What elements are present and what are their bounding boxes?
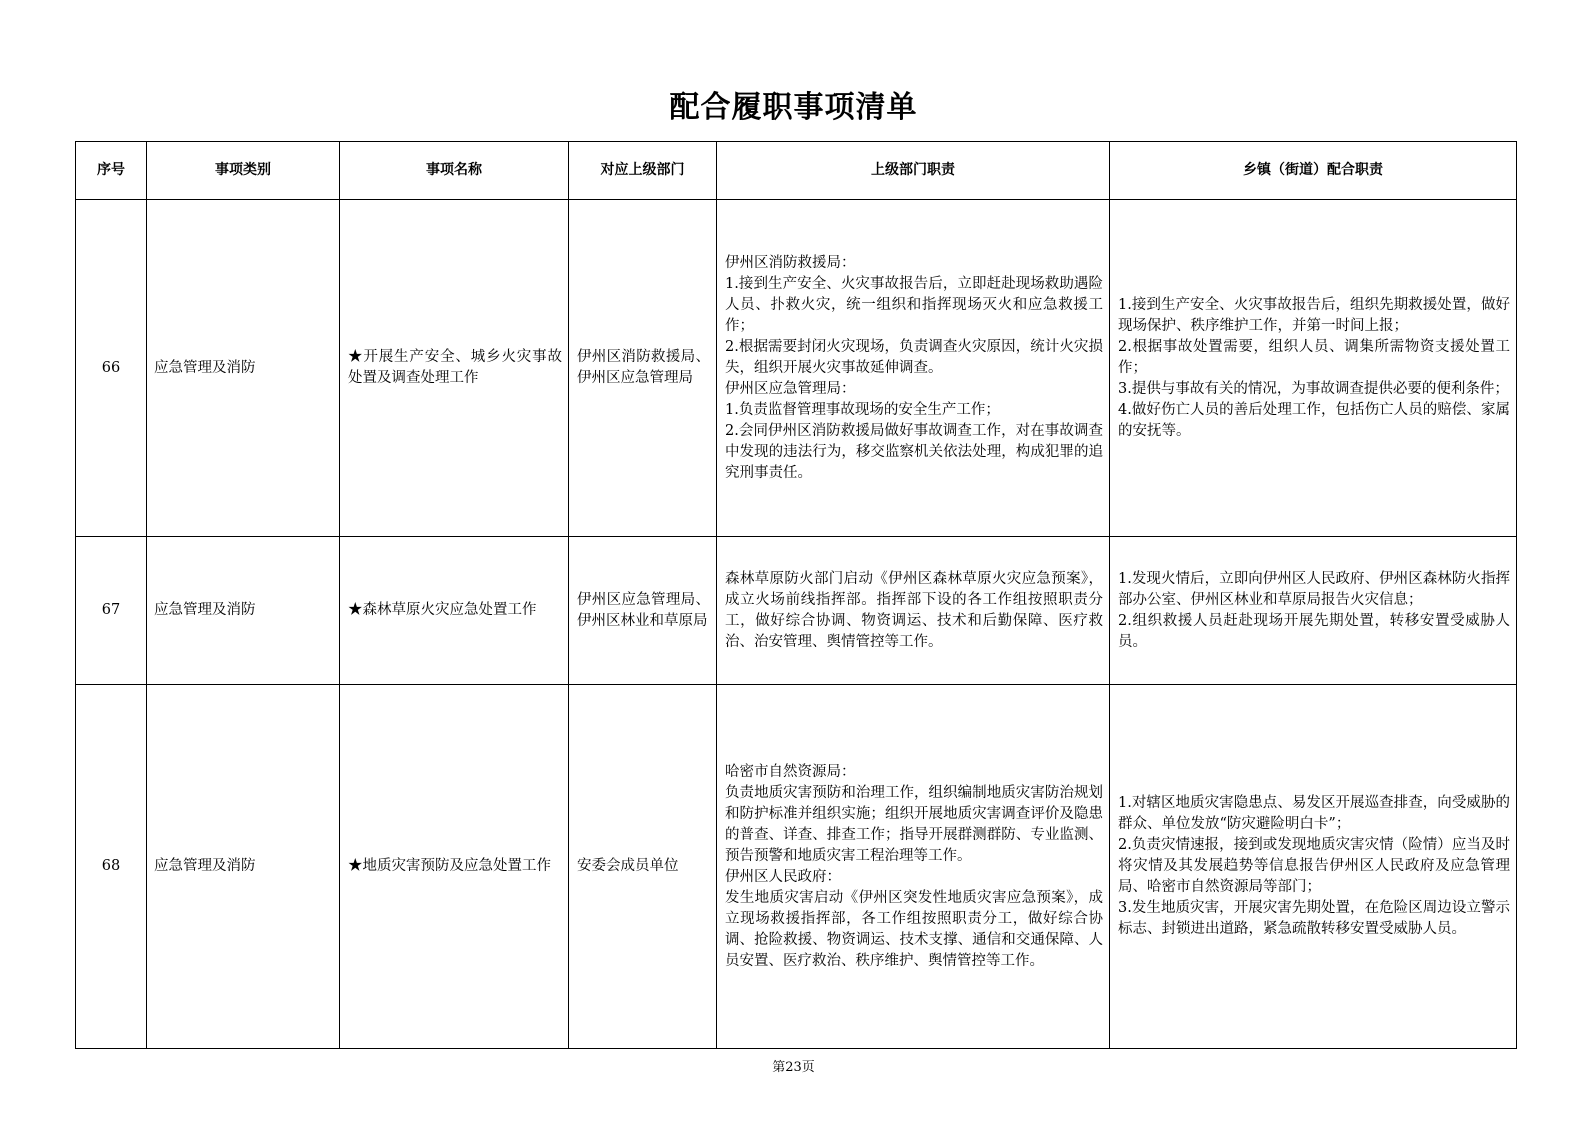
header-no: 序号 bbox=[76, 142, 147, 200]
row-name: ★地质灾害预防及应急处置工作 bbox=[340, 685, 569, 1049]
header-dept: 对应上级部门 bbox=[569, 142, 717, 200]
table-row bbox=[76, 537, 1517, 685]
row-upper-duty: 森林草原防火部门启动《伊州区森林草原火灾应急预案》，成立火场前线指挥部。指挥部下设的各工作组按照职责分工，做好综合协调、物资调运、技术和后勤保障、医疗救治、治安管理、舆情管控等工作。 bbox=[717, 537, 1110, 685]
row-dept: 伊州区应急管理局、伊州区林业和草原局 bbox=[569, 537, 717, 685]
page-title: 配合履职事项清单 bbox=[669, 90, 918, 125]
row-dept: 伊州区消防救援局、伊州区应急管理局 bbox=[569, 200, 717, 537]
row-dept: 安委会成员单位 bbox=[569, 685, 717, 1049]
row-upper-duty: 哈密市自然资源局： 负责地质灾害预防和治理工作，组织编制地质灾害防治规划和防护标准并组织实施；组织开展地质灾害调查评价及隐患的普查、详查、排查工作；指导开展群测群防、专业监测、预告预警和地质灾害工程治理等工作。 伊州区人民政府： 发生地质灾害启动《伊州区突发性地质灾害应急预案》，成立现场救援指挥部，各工作组按照职责分工，做好综合协调、抢险救援、物资调运、技术支撑、通信和交通保障、人员安置、医疗救治、秩序维护、舆情管控等工作。 bbox=[717, 685, 1110, 1049]
table-row bbox=[76, 200, 1517, 537]
row-name: ★森林草原火灾应急处置工作 bbox=[340, 537, 569, 685]
row-category: 应急管理及消防 bbox=[147, 685, 340, 1049]
header-upper-duty: 上级部门职责 bbox=[717, 142, 1110, 200]
row-town-duty: 1.接到生产安全、火灾事故报告后，组织先期救援处置，做好现场保护、秩序维护工作，并第一时间上报； 2.根据事故处置需要，组织人员、调集所需物资支援处置工作； 3.提供与事故有关的情况，为事故调查提供必要的便利条件； 4.做好伤亡人员的善后处理工作，包括伤亡人员的赔偿、家属的安抚等。 bbox=[1110, 200, 1517, 537]
row-name: ★开展生产安全、城乡火灾事故处置及调查处理工作 bbox=[340, 200, 569, 537]
header-name: 事项名称 bbox=[340, 142, 569, 200]
page-number: 第23页 bbox=[772, 1060, 815, 1075]
row-town-duty: 1.发现火情后，立即向伊州区人民政府、伊州区森林防火指挥部办公室、伊州区林业和草原局报告火灾信息； 2.组织救援人员赶赴现场开展先期处置，转移安置受威胁人员。 bbox=[1110, 537, 1517, 685]
row-upper-duty: 伊州区消防救援局： 1.接到生产安全、火灾事故报告后，立即赶赴现场救助遇险人员、扑救火灾，统一组织和指挥现场灭火和应急救援工作； 2.根据需要封闭火灾现场，负责调查火灾原因，统计火灾损失，组织开展火灾事故延伸调查。 伊州区应急管理局： 1.负责监督管理事故现场的安全生产工作； 2.会同伊州区消防救援局做好事故调查工作，对在事故调查中发现的违法行为，移交监察机关依法处理，构成犯罪的追究刑事责任。 bbox=[717, 200, 1110, 537]
table-row bbox=[76, 685, 1517, 1049]
row-no: 67 bbox=[76, 537, 147, 685]
row-no: 68 bbox=[76, 685, 147, 1049]
row-town-duty: 1.对辖区地质灾害隐患点、易发区开展巡查排查，向受威胁的群众、单位发放“防灾避险明白卡”； 2.负责灾情速报，接到或发现地质灾害灾情（险情）应当及时将灾情及其发展趋势等信息报告伊州区人民政府及应急管理局、哈密市自然资源局等部门； 3.发生地质灾害，开展灾害先期处置，在危险区周边设立警示标志、封锁进出道路，紧急疏散转移安置受威胁人员。 bbox=[1110, 685, 1517, 1049]
table-header-row bbox=[76, 142, 1517, 200]
header-category: 事项类别 bbox=[147, 142, 340, 200]
header-town-duty: 乡镇（街道）配合职责 bbox=[1110, 142, 1517, 200]
row-category: 应急管理及消防 bbox=[147, 537, 340, 685]
row-category: 应急管理及消防 bbox=[147, 200, 340, 537]
duty-table bbox=[75, 141, 1517, 1049]
row-no: 66 bbox=[76, 200, 147, 537]
